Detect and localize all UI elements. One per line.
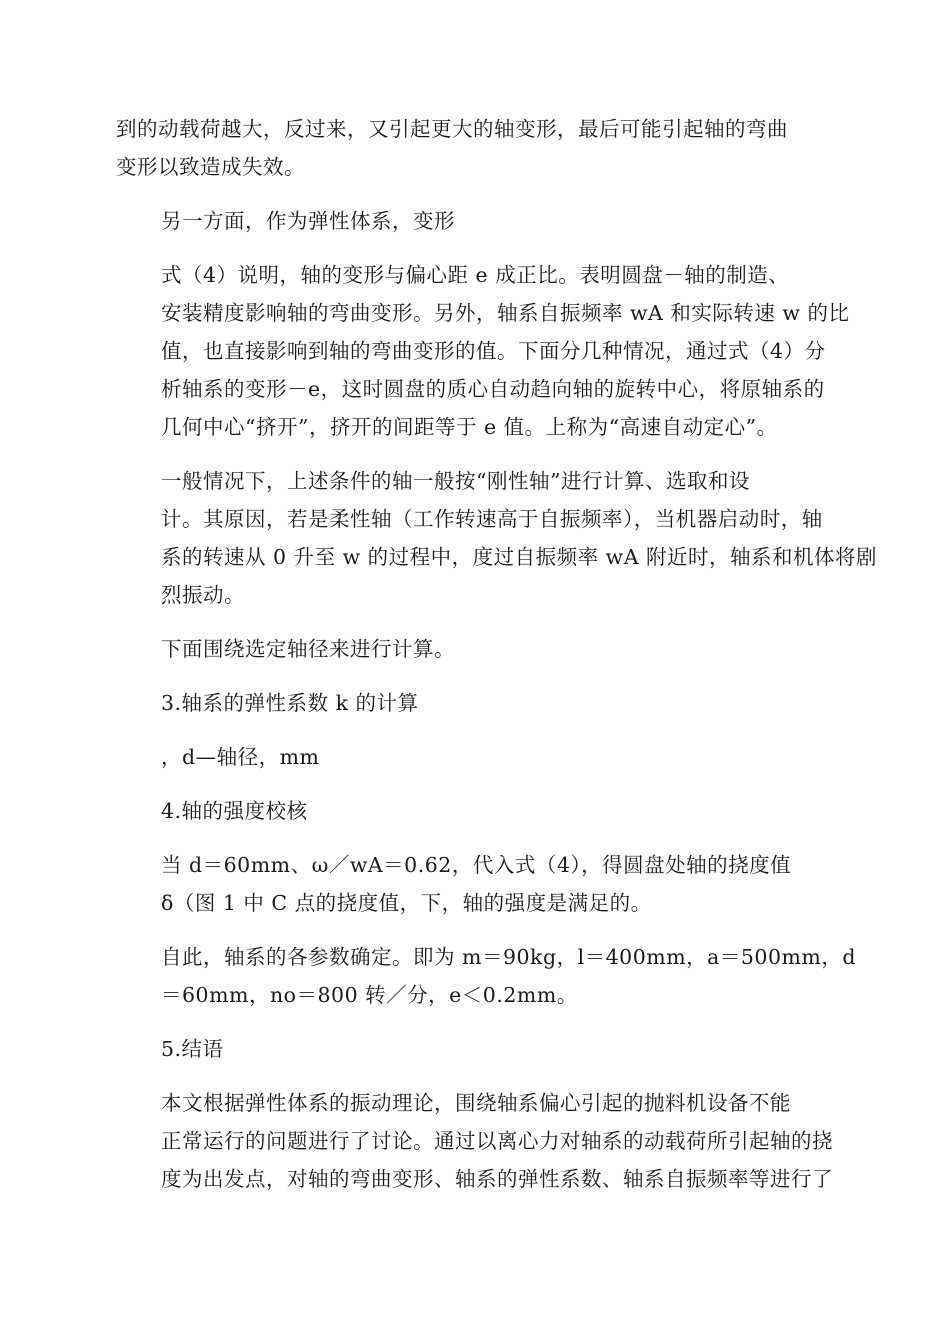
- text-line: 5.结语: [161, 1037, 224, 1061]
- text-line: 3.轴系的弹性系数 k 的计算: [161, 691, 419, 715]
- paragraph-load-deformation: [116, 110, 836, 186]
- paragraph-formula-4-explanation: [116, 256, 850, 446]
- paragraph-elastic-system: [116, 202, 836, 240]
- text-line: ＝60mm，no＝800 转／分，e＜0.2mm。: [161, 983, 578, 1007]
- text-line: 自此，轴系的各参数确定。即为 m＝90kg，l＝400mm，a＝500mm，d: [161, 945, 856, 969]
- text-line: 下面围绕选定轴径来进行计算。: [161, 637, 455, 661]
- text-line: 系的转速从 0 升至 w 的过程中，度过自振频率 wA 附近时，轴系和机体将剧: [161, 545, 878, 569]
- text-line: 4.轴的强度校核: [161, 799, 308, 823]
- text-line: 计。其原因，若是柔性轴（工作转速高于自振频率），当机器启动时，轴: [161, 507, 823, 531]
- paragraph-shaft-diameter: [116, 630, 836, 668]
- text-line: 度为出发点，对轴的弯曲变形、轴系的弹性系数、轴系自振频率等进行了: [161, 1167, 833, 1191]
- text-line: 值，也直接影响到轴的弯曲变形的值。下面分几种情况，通过式（4）分: [161, 339, 826, 363]
- text-line: 变形以致造成失效。: [116, 155, 305, 179]
- paragraph-d-definition: [116, 738, 836, 776]
- paragraph-conclusion: [116, 1084, 836, 1198]
- paragraph-rigid-shaft: [116, 462, 878, 614]
- paragraph-parameters: [116, 938, 856, 1014]
- text-line: 另一方面，作为弹性体系，变形: [161, 209, 455, 233]
- text-line: 正常运行的问题进行了讨论。通过以离心力对轴系的动载荷所引起轴的挠: [161, 1129, 833, 1153]
- section-heading-5: [116, 1030, 836, 1068]
- text-line: 烈振动。: [161, 583, 245, 607]
- text-line: δ（图 1 中 C 点的挠度值，下，轴的强度是满足的。: [161, 891, 652, 915]
- text-line: 一般情况下，上述条件的轴一般按“刚性轴”进行计算、选取和设: [161, 469, 750, 493]
- text-line: 当 d＝60mm、ω／wA＝0.62，代入式（4），得圆盘处轴的挠度值: [161, 853, 792, 877]
- text-line: 式（4）说明，轴的变形与偏心距 e 成正比。表明圆盘－轴的制造、: [161, 263, 790, 287]
- text-line: 析轴系的变形－e，这时圆盘的质心自动趋向轴的旋转中心，将原轴系的: [161, 377, 825, 401]
- text-line: 安装精度影响轴的弯曲变形。另外，轴系自振频率 wA 和实际转速 w 的比: [161, 301, 850, 325]
- text-line: ，d—轴径，mm: [161, 745, 320, 769]
- paragraph-strength-check: [116, 846, 836, 922]
- section-heading-3: [116, 684, 836, 722]
- section-heading-4: [116, 792, 836, 830]
- text-line: 到的动载荷越大，反过来，又引起更大的轴变形，最后可能引起轴的弯曲: [116, 117, 788, 141]
- text-line: 本文根据弹性体系的振动理论，围绕轴系偏心引起的抛料机设备不能: [161, 1091, 791, 1115]
- document-body: [116, 110, 878, 1198]
- text-line: 几何中心“挤开”，挤开的间距等于 e 值。上称为“高速自动定心”。: [161, 415, 778, 439]
